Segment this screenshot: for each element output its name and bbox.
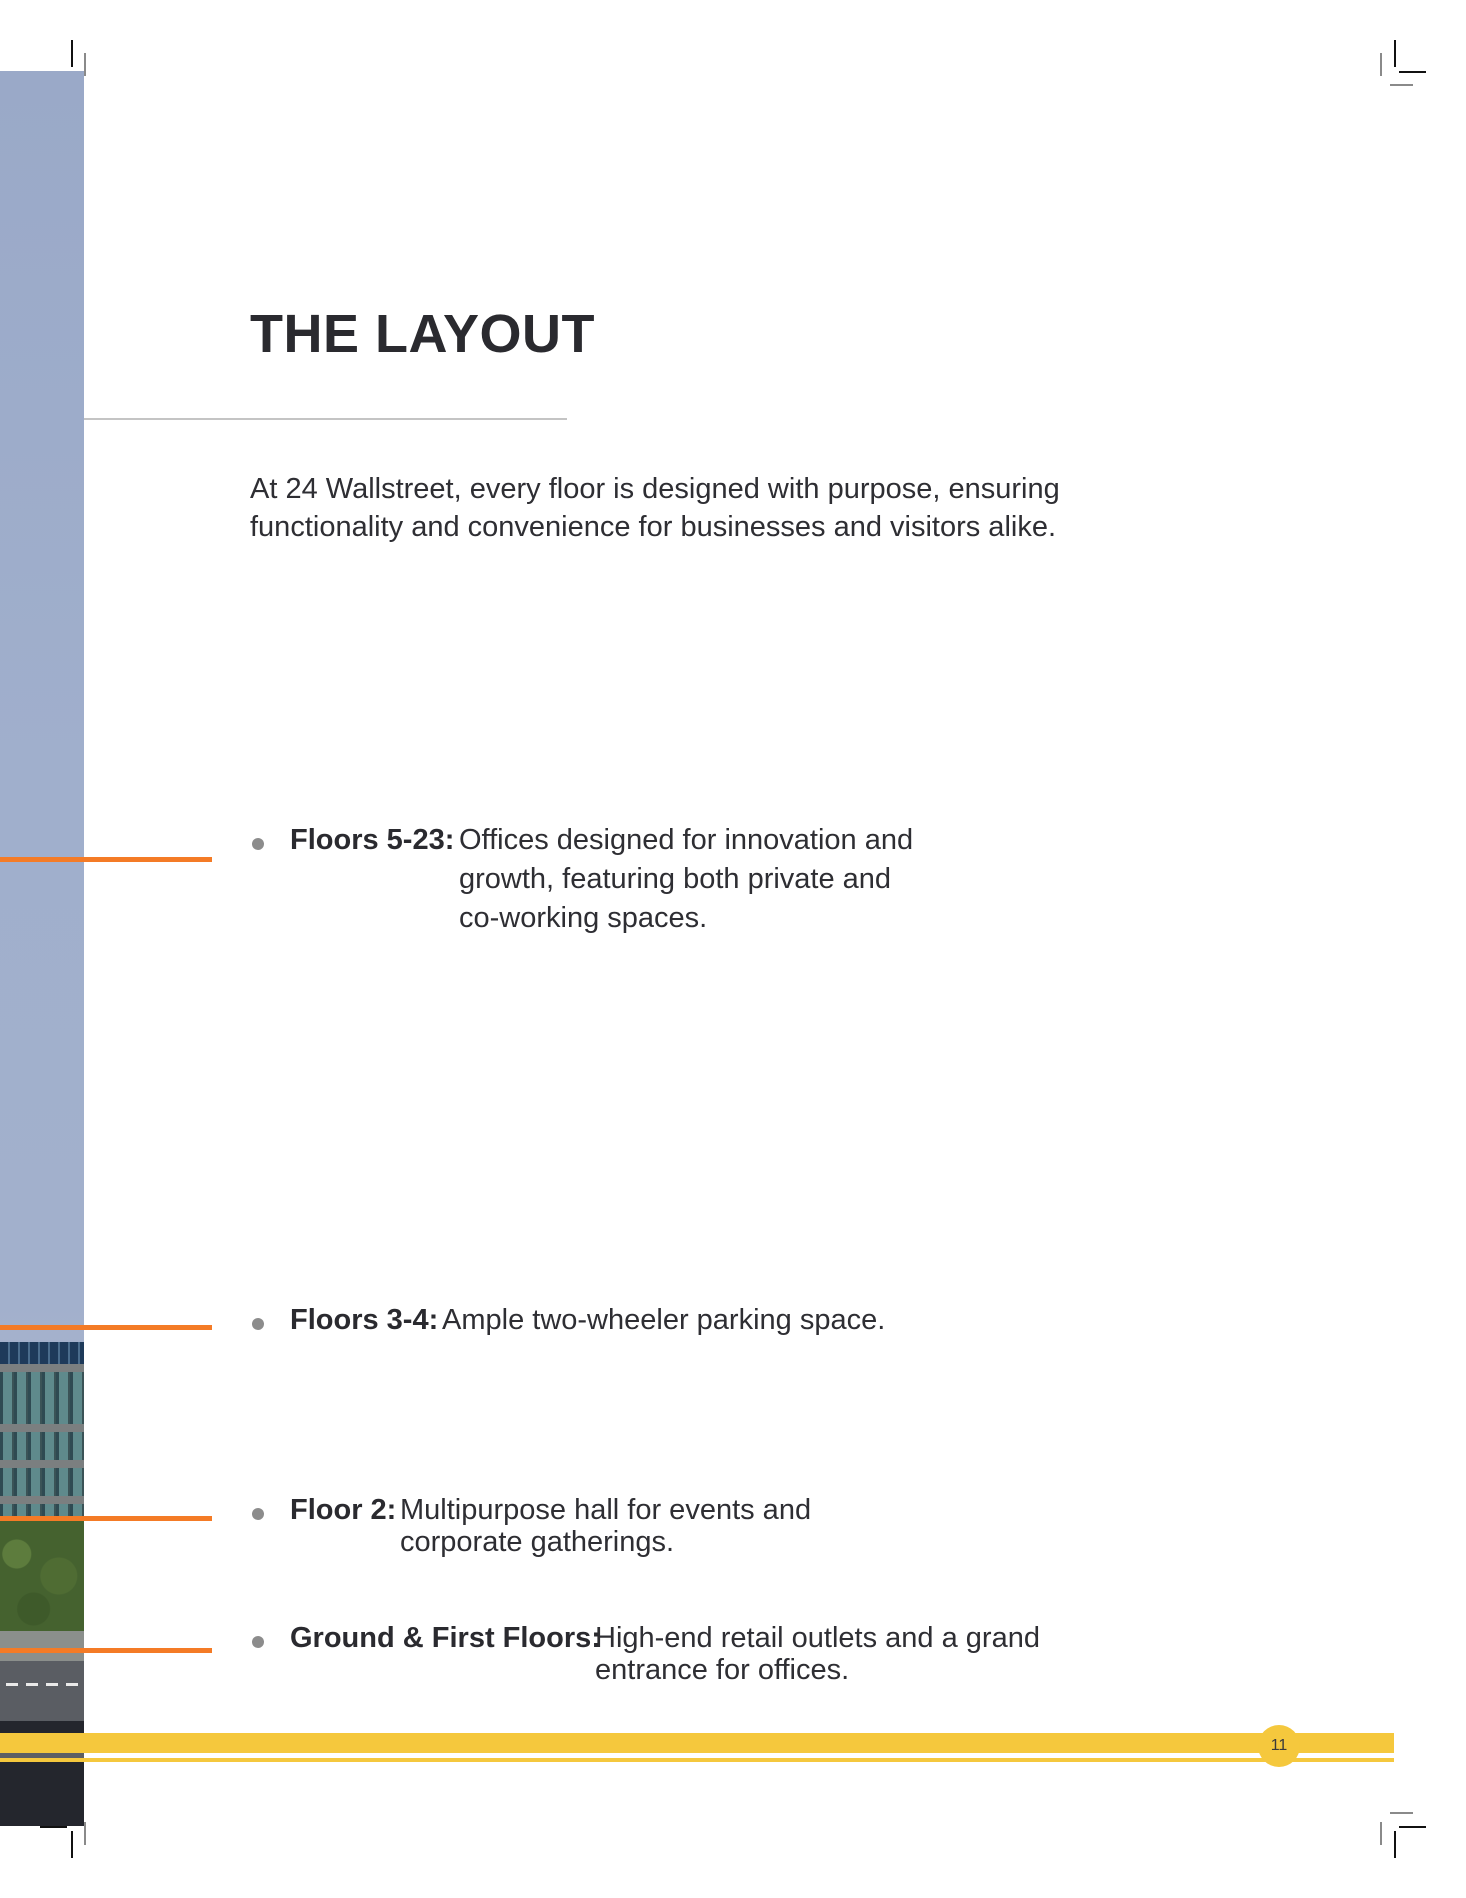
intro-paragraph	[250, 470, 1130, 546]
floor-slab	[0, 1424, 84, 1432]
crop-mark-bottom-right-h	[1399, 1826, 1426, 1828]
leader-line-ground-first	[0, 1648, 212, 1653]
crop-mark-top-right-h	[1399, 71, 1426, 73]
bullet-icon	[252, 1508, 264, 1520]
solar-roof	[0, 1342, 84, 1364]
bullet-icon	[252, 838, 264, 850]
floor-label: Ground & First Floors:	[290, 1622, 601, 1654]
floor-description-line: corporate gatherings.	[400, 1526, 675, 1558]
floor-description-line: growth, featuring both private and	[459, 863, 892, 895]
page-number-badge	[1258, 1725, 1300, 1767]
floor-slab	[0, 1364, 84, 1372]
crop-mark-bottom-left-inner-v	[84, 1822, 86, 1845]
floor-label: Floors 3-4:	[290, 1304, 439, 1336]
floor-description-line: Multipurpose hall for events and	[400, 1494, 812, 1526]
crop-mark-top-right-inner-h	[1390, 84, 1413, 86]
floor-description-line: co-working spaces.	[459, 902, 708, 934]
floor-description-line: High-end retail outlets and a grand	[595, 1622, 1040, 1654]
crop-mark-bottom-left-h	[40, 1826, 67, 1828]
boundary-wall	[0, 1631, 84, 1661]
building-photo-strip	[0, 71, 84, 1826]
floor-label: Floor 2:	[290, 1494, 397, 1526]
leader-line-floor-2	[0, 1516, 212, 1521]
floor-slab	[0, 1460, 84, 1468]
crop-mark-bottom-right-inner-v	[1380, 1822, 1382, 1845]
crop-mark-bottom-left-v	[71, 1831, 73, 1858]
floor-description-line: Ample two-wheeler parking space.	[442, 1304, 886, 1336]
footer-yellow-thin-line	[0, 1758, 1394, 1762]
page-number: 11	[1270, 1737, 1288, 1754]
crop-mark-top-right-inner-v	[1380, 53, 1382, 76]
floor-slab	[0, 1496, 84, 1504]
bullet-icon	[252, 1636, 264, 1648]
floor-label: Floors 5-23:	[290, 824, 455, 856]
intro-line-2: functionality and convenience for businesses and visitors alike.	[250, 511, 1057, 543]
footer-yellow-bar	[0, 1733, 1394, 1753]
floor-description-line: Offices designed for innovation and	[459, 824, 914, 856]
bullet-icon	[252, 1318, 264, 1330]
crop-mark-top-left-inner-v	[84, 53, 86, 76]
crop-mark-top-right-v	[1394, 40, 1396, 67]
leader-line-floors-3-4	[0, 1325, 212, 1330]
trees	[0, 1521, 84, 1631]
intro-line-1: At 24 Wallstreet, every floor is designed with purpose, ensuring	[250, 473, 1060, 505]
page-title: THE LAYOUT	[250, 304, 596, 364]
crop-mark-bottom-right-inner-h	[1390, 1812, 1413, 1814]
crop-mark-top-left-v	[71, 40, 73, 67]
floor-description-line: entrance for offices.	[595, 1654, 850, 1686]
title-divider	[84, 418, 567, 420]
crop-mark-bottom-right-v	[1394, 1831, 1396, 1858]
leader-line-floors-5-23	[0, 857, 212, 862]
road	[0, 1661, 84, 1721]
